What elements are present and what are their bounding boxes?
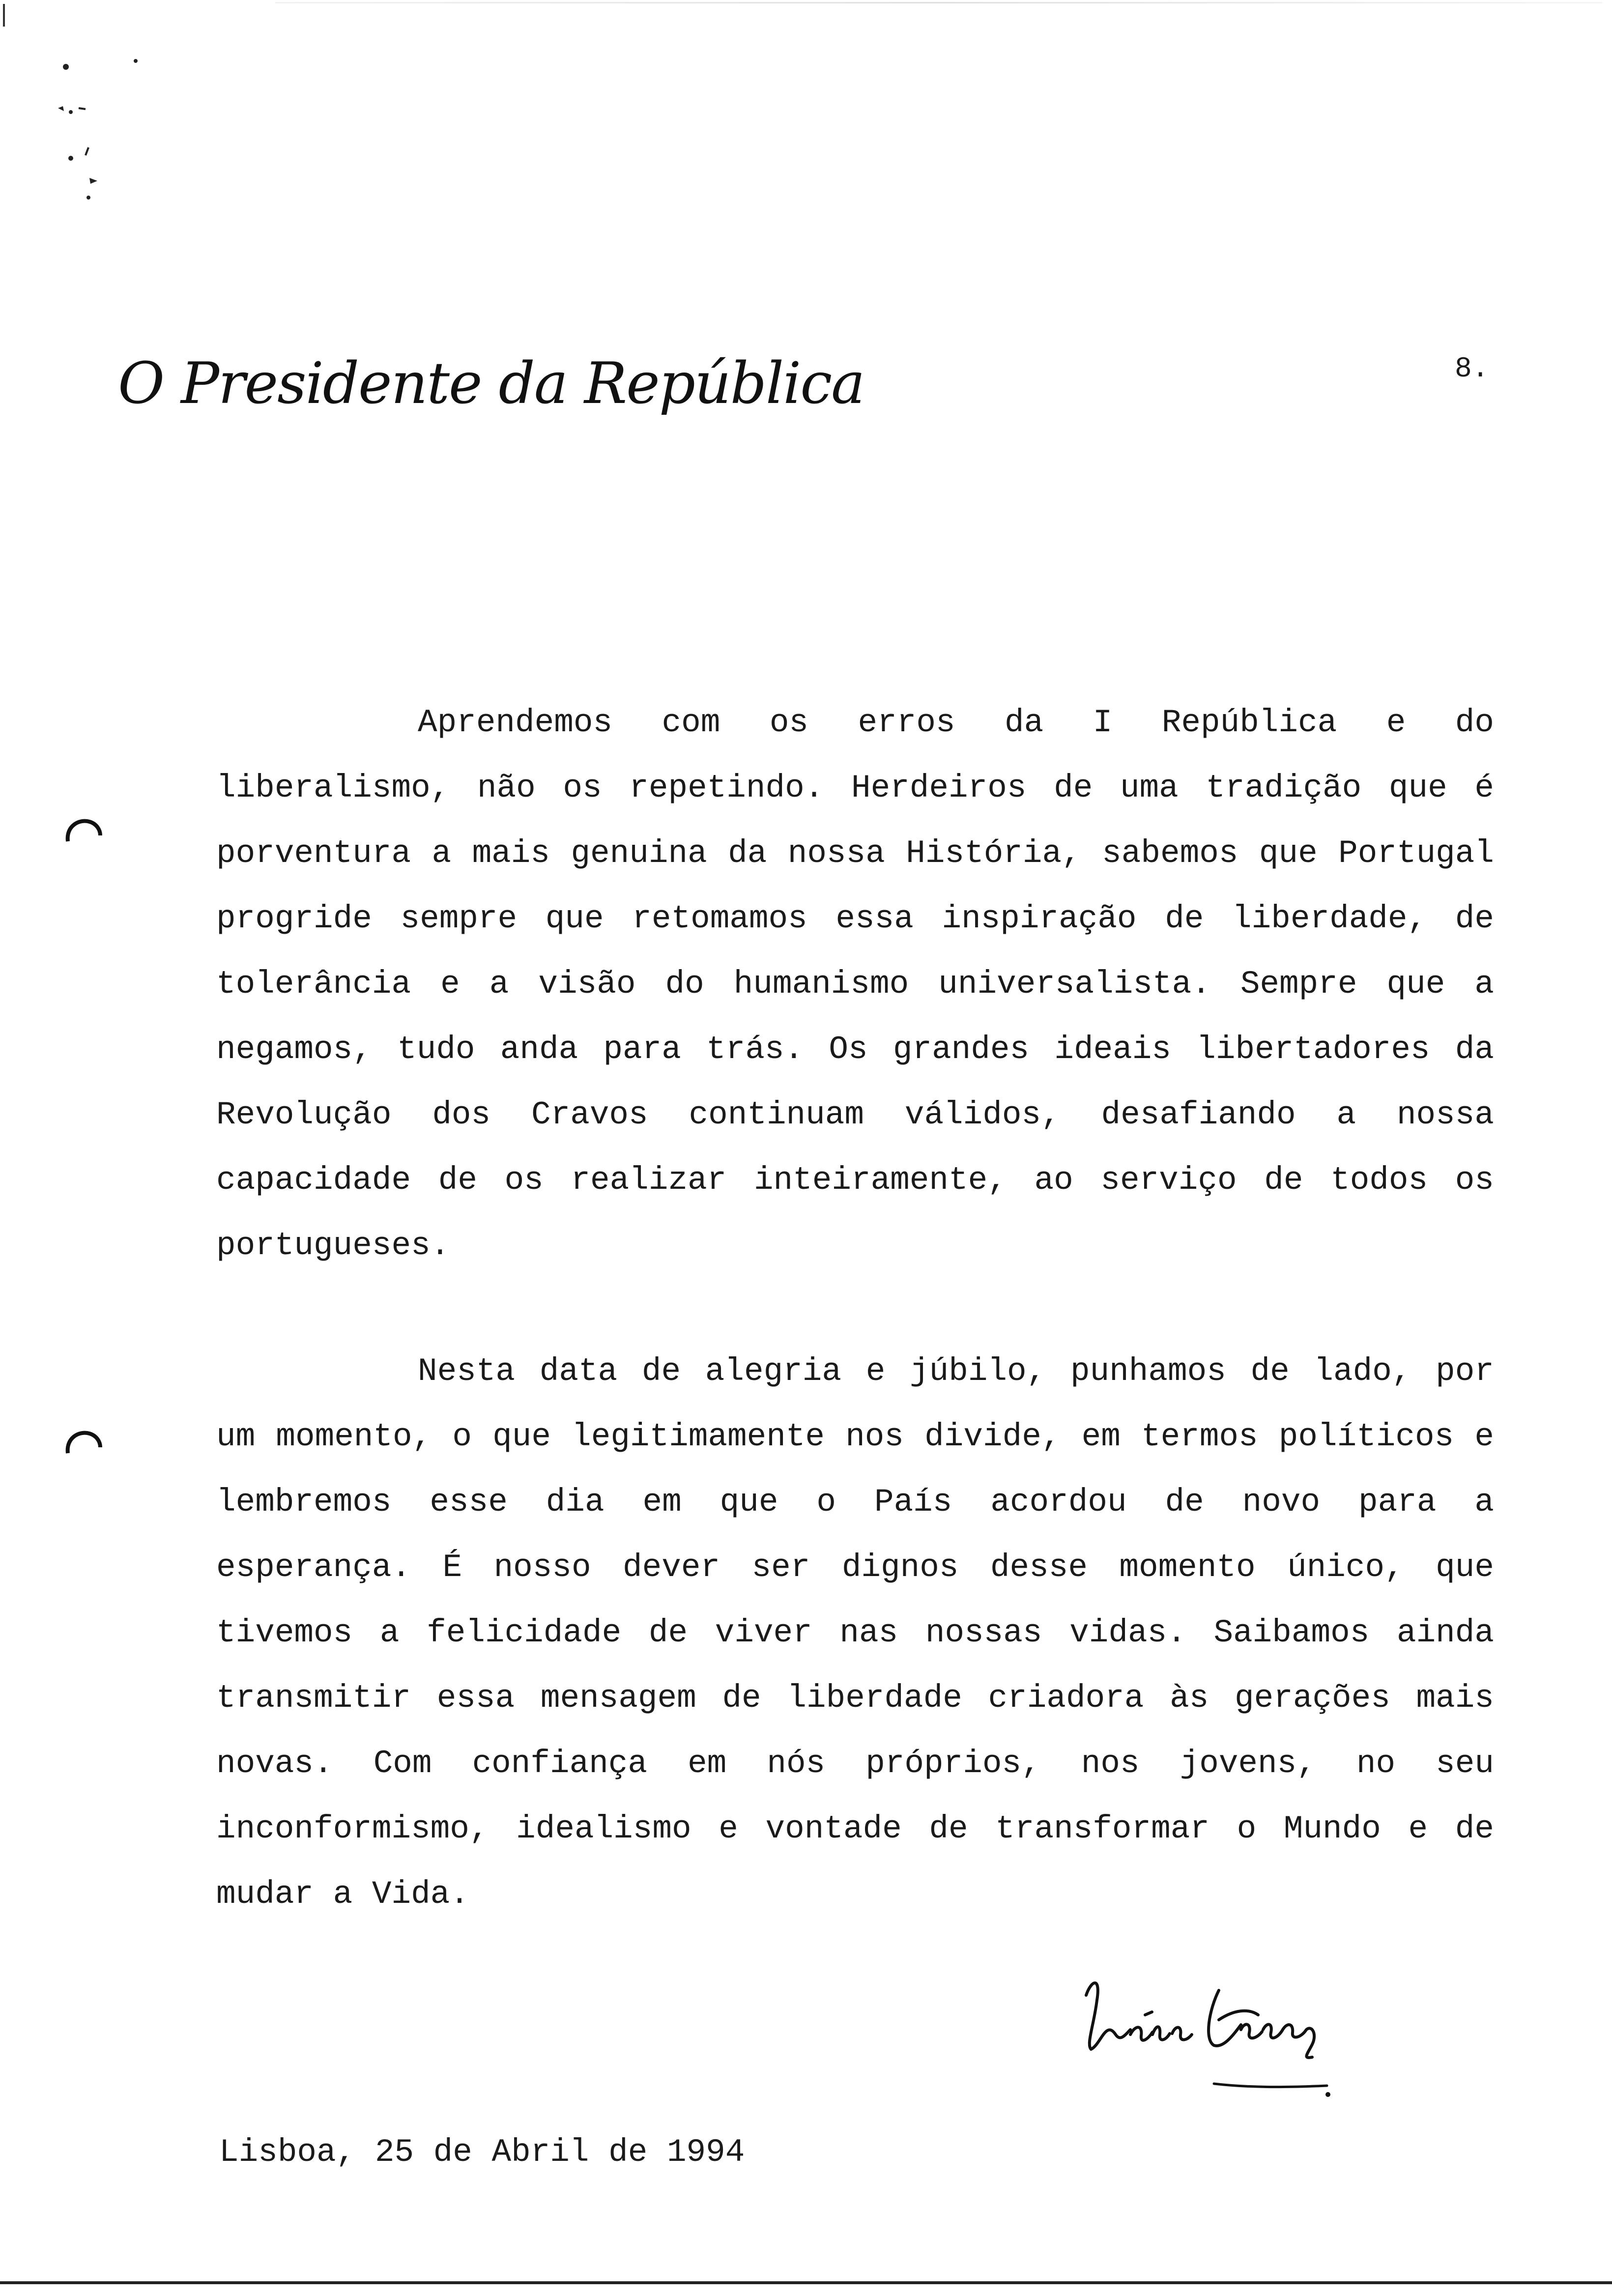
paragraph-line: Revolução dos Cravos continuam válidos, desafiando a nossa bbox=[216, 1096, 1494, 1133]
paragraph-line: lembremos esse dia em que o País acordou de novo para a bbox=[216, 1484, 1494, 1521]
paragraph-line: portugueses. bbox=[216, 1227, 450, 1264]
paragraph-line: mudar a Vida. bbox=[216, 1876, 469, 1913]
paragraph-2 bbox=[216, 1339, 1494, 1927]
paragraph-line: porventura a mais genuina da nossa História, sabemos que Portugal bbox=[216, 835, 1494, 872]
paragraph-line: negamos, tudo anda para trás. Os grandes ideais libertadores da bbox=[216, 1031, 1494, 1068]
paragraph-line: transmitir essa mensagem de liberdade criadora às gerações mais bbox=[216, 1680, 1494, 1717]
paragraph-line: esperança. É nosso dever ser dignos desse momento único, que bbox=[216, 1549, 1494, 1586]
place-and-date: Lisboa, 25 de Abril de 1994 bbox=[219, 2134, 745, 2171]
scan-specks bbox=[49, 49, 128, 206]
scan-edge-mark bbox=[3, 4, 5, 27]
punch-hole-mark-bottom bbox=[64, 1428, 103, 1459]
paragraph-line: capacidade de os realizar inteiramente, ao serviço de todos os bbox=[216, 1162, 1494, 1199]
paragraph-line: progride sempre que retomamos essa inspiração de liberdade, de bbox=[216, 900, 1494, 937]
paragraph-line: tolerância e a visão do humanismo universalista. Sempre que a bbox=[216, 966, 1494, 1003]
scan-bottom-edge bbox=[0, 2281, 1612, 2284]
paragraph-line: novas. Com confiança em nós próprios, nos jovens, no seu bbox=[216, 1745, 1494, 1782]
paragraph-line: inconformismo, idealismo e vontade de transformar o Mundo e de bbox=[216, 1810, 1494, 1847]
paragraph-1 bbox=[216, 690, 1494, 1278]
page-number: 8. bbox=[1455, 353, 1489, 385]
paragraph-line: Aprendemos com os erros da I República e do bbox=[418, 704, 1494, 741]
paragraph-line: Nesta data de alegria e júbilo, punhamos de lado, por bbox=[418, 1353, 1494, 1390]
handwritten-signature bbox=[1071, 1961, 1347, 2118]
punch-hole-mark-top bbox=[64, 816, 103, 847]
paragraph-line: um momento, o que legitimamente nos divide, em termos políticos e bbox=[216, 1418, 1494, 1455]
paragraph-line: tivemos a felicidade de viver nas nossas vidas. Saibamos ainda bbox=[216, 1614, 1494, 1651]
letterhead-title: O Presidente da República bbox=[118, 350, 864, 417]
scan-top-edge bbox=[275, 2, 1602, 3]
paragraph-line: liberalismo, não os repetindo. Herdeiros de uma tradição que é bbox=[216, 770, 1494, 806]
letterhead bbox=[118, 344, 864, 432]
